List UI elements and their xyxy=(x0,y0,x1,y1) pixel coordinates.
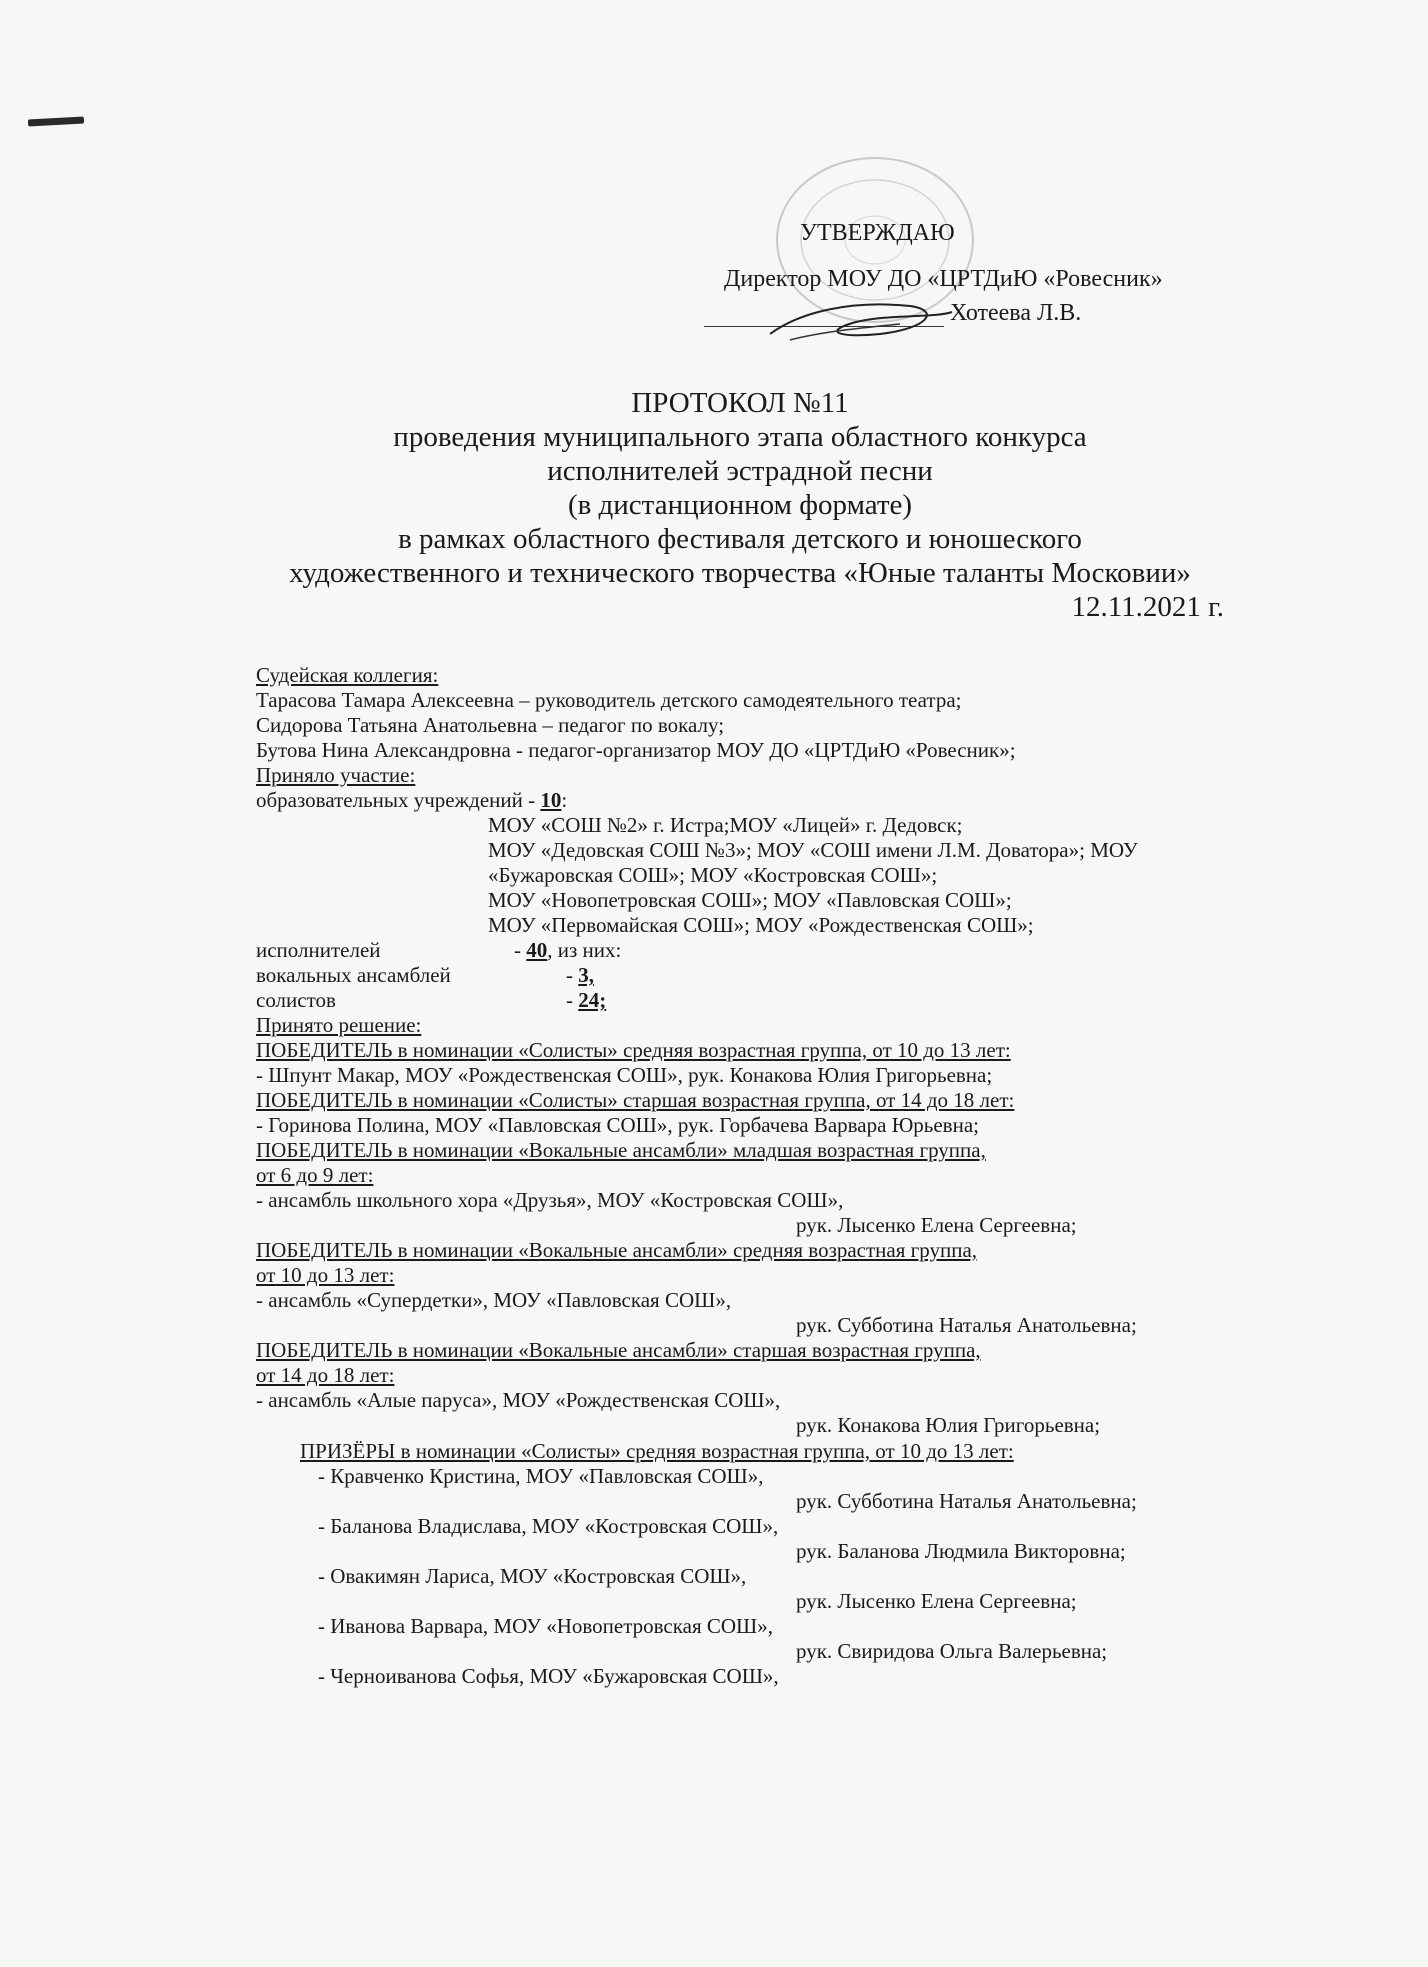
winner-entry-2: - Горинова Полина, МОУ «Павловская СОШ», рук. Горбачева Варвара Юрьевна; xyxy=(256,1113,979,1137)
document-title xyxy=(240,386,1240,623)
prize-leader-4: рук. Свиридова Ольга Валерьевна; xyxy=(796,1639,1108,1663)
approval-position: Директор МОУ ДО «ЦРТДиЮ «Ровесник» xyxy=(724,266,1163,292)
title-line-2: проведения муниципального этапа областного конкурса xyxy=(393,421,1087,453)
prize-entry-2: - Баланова Владислава, МОУ «Костровская СОШ», xyxy=(318,1514,779,1538)
jury-member-1: Тарасова Тамара Алексеевна – руководитель детского самодеятельного театра; xyxy=(256,688,962,712)
winner-heading-2: ПОБЕДИТЕЛЬ в номинации «Солисты» старшая возрастная группа, от 14 до 18 лет: xyxy=(256,1088,1015,1112)
winner-age-3: от 6 до 9 лет: xyxy=(256,1163,374,1187)
jury-member-3: Бутова Нина Александровна - педагог-организатор МОУ ДО «ЦРТДиЮ «Ровесник»; xyxy=(256,738,1016,762)
soloists-label: солистов xyxy=(256,988,336,1012)
jury-heading: Судейская коллегия: xyxy=(256,663,439,687)
performers-label: исполнителей xyxy=(256,938,381,962)
protocol-number: ПРОТОКОЛ №11 xyxy=(631,387,849,419)
document-date: 12.11.2021 г. xyxy=(1071,591,1224,623)
approval-heading: УТВЕРЖДАЮ xyxy=(800,220,955,246)
approval-name: Хотеева Л.В. xyxy=(950,300,1082,326)
title-line-3: исполнителей эстрадной песни xyxy=(547,455,933,487)
institutions-line-5: МОУ «Первомайская СОШ»; МОУ «Рождественская СОШ»; xyxy=(488,913,1034,937)
ensembles-count-line: - 3, xyxy=(566,963,594,987)
winner-leader-4: рук. Субботина Наталья Анатольевна; xyxy=(796,1313,1137,1337)
winner-heading-4: ПОБЕДИТЕЛЬ в номинации «Вокальные ансамбли» средняя возрастная группа, xyxy=(256,1238,978,1262)
institutions-line-3: «Бужаровская СОШ»; МОУ «Костровская СОШ»; xyxy=(488,863,938,887)
title-line-4: (в дистанционном формате) xyxy=(567,489,913,521)
winner-age-5: от 14 до 18 лет: xyxy=(256,1363,395,1387)
winner-heading-3: ПОБЕДИТЕЛЬ в номинации «Вокальные ансамбли» младшая возрастная группа, xyxy=(256,1138,986,1162)
participation-heading: Приняло участие: xyxy=(256,763,416,787)
winner-heading-5: ПОБЕДИТЕЛЬ в номинации «Вокальные ансамбли» старшая возрастная группа, xyxy=(256,1338,981,1362)
winner-entry-1: - Шпунт Макар, МОУ «Рождественская СОШ», рук. Конакова Юлия Григорьевна; xyxy=(256,1063,993,1087)
winner-age-4: от 10 до 13 лет: xyxy=(256,1263,395,1287)
prize-entry-5: - Черноиванова Софья, МОУ «Бужаровская СОШ», xyxy=(318,1664,779,1688)
winner-entry-4: - ансамбль «Супердетки», МОУ «Павловская СОШ», xyxy=(256,1288,732,1312)
institutions-line-4: МОУ «Новопетровская СОШ»; МОУ «Павловская СОШ»; xyxy=(488,888,1012,912)
title-line-6: художественного и технического творчества «Юные таланты Московии» xyxy=(289,557,1191,589)
jury-member-2: Сидорова Татьяна Анатольевна – педагог по вокалу; xyxy=(256,713,725,737)
institutions-line-1: МОУ «СОШ №2» г. Истра;МОУ «Лицей» г. Дедовск; xyxy=(488,813,963,837)
ensembles-label: вокальных ансамблей xyxy=(256,963,451,987)
winner-heading-1: ПОБЕДИТЕЛЬ в номинации «Солисты» средняя возрастная группа, от 10 до 13 лет: xyxy=(256,1038,1011,1062)
soloists-count-line: - 24; xyxy=(566,988,607,1012)
performers-count-line: - 40, из них: xyxy=(514,938,622,962)
prize-entry-4: - Иванова Варвара, МОУ «Новопетровская СОШ», xyxy=(318,1614,773,1638)
prize-leader-1: рук. Субботина Наталья Анатольевна; xyxy=(796,1489,1137,1513)
institutions-line-2: МОУ «Дедовская СОШ №3»; МОУ «СОШ имени Л.М. Доватора»; МОУ xyxy=(488,838,1138,862)
winner-entry-3: - ансамбль школьного хора «Друзья», МОУ «Костровская СОШ», xyxy=(256,1188,844,1212)
title-line-5: в рамках областного фестиваля детского и юношеского xyxy=(398,523,1082,555)
prize-heading: ПРИЗЁРЫ в номинации «Солисты» средняя возрастная группа, от 10 до 13 лет: xyxy=(300,1439,1014,1463)
handwritten-signature xyxy=(760,292,960,352)
prize-entry-3: - Овакимян Лариса, МОУ «Костровская СОШ», xyxy=(318,1564,747,1588)
institutions-count-line: образовательных учреждений - 10: xyxy=(256,788,568,812)
prize-entry-1: - Кравченко Кристина, МОУ «Павловская СОШ», xyxy=(318,1464,764,1488)
winner-entry-5: - ансамбль «Алые паруса», МОУ «Рождественская СОШ», xyxy=(256,1388,781,1412)
decision-heading: Принято решение: xyxy=(256,1013,422,1037)
prize-leader-3: рук. Лысенко Елена Сергеевна; xyxy=(796,1589,1077,1613)
winner-leader-5: рук. Конакова Юлия Григорьевна; xyxy=(796,1413,1101,1437)
winner-leader-3: рук. Лысенко Елена Сергеевна; xyxy=(796,1213,1077,1237)
prize-leader-2: рук. Баланова Людмила Викторовна; xyxy=(796,1539,1126,1563)
scan-artifact xyxy=(28,117,84,127)
